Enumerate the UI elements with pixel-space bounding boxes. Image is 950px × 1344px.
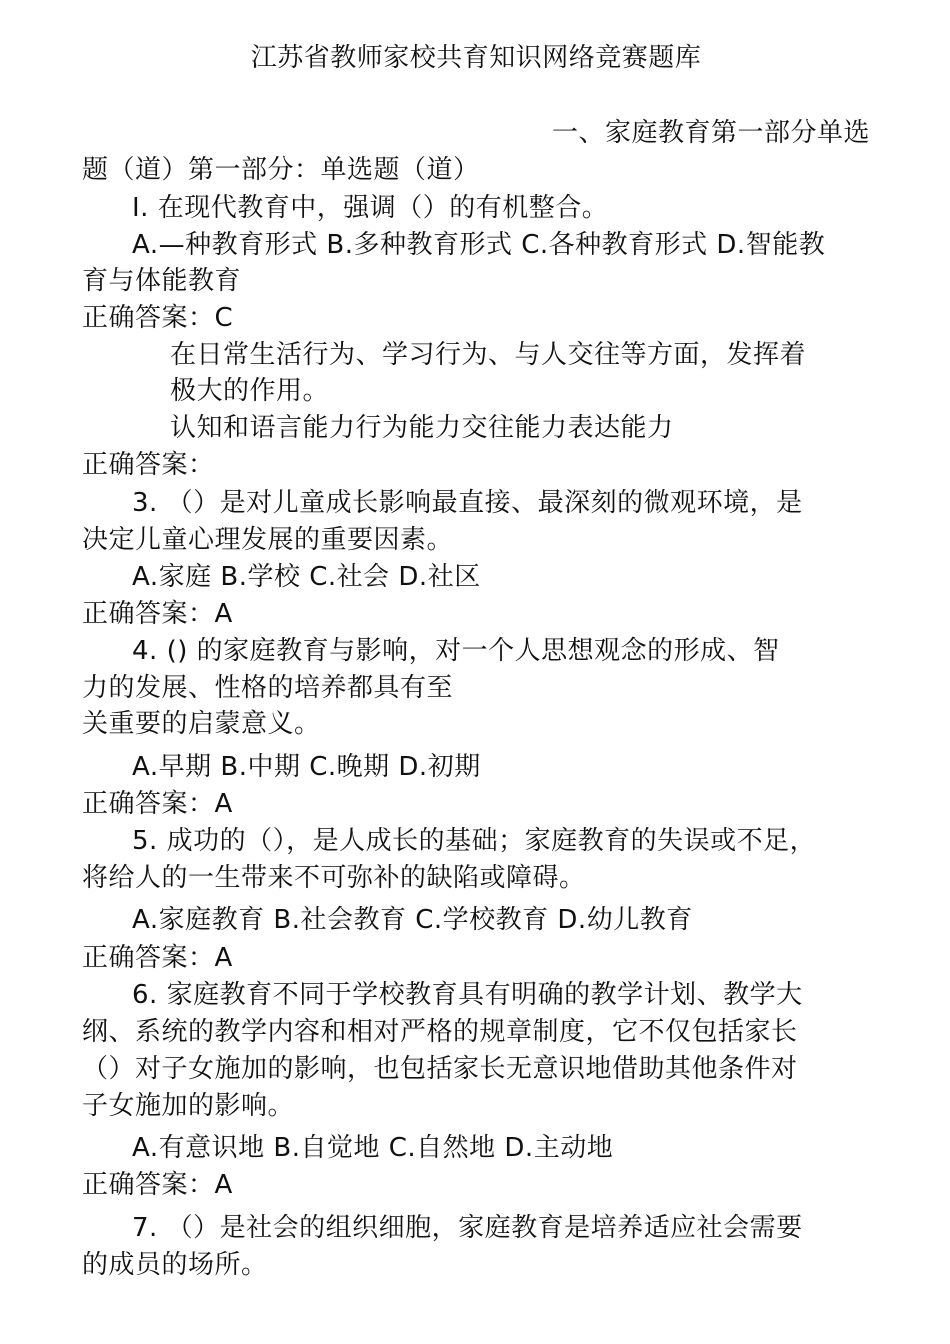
question-6-cont-3: 子女施加的影响。 [82, 1091, 295, 1121]
section-subheading: 题（道）第一部分：单选题（道） [82, 155, 480, 185]
answer-1: 正确答案：C [82, 303, 234, 333]
question-2: 在日常生活行为、学习行为、与人交往等方面，发挥着 [170, 340, 807, 370]
answer-2: 正确答案： [82, 450, 215, 480]
question-7: 7. （）是社会的组织细胞，家庭教育是培养适应社会需要 [132, 1213, 803, 1243]
question-6-cont: 纲、系统的教学内容和相对严格的规章制度，它不仅包括家长 [82, 1017, 798, 1047]
question-6: 6. 家庭教育不同于学校教育具有明确的教学计划、教学大 [132, 980, 803, 1010]
answer-4: 正确答案：A [82, 789, 233, 819]
question-3-options: A.家庭 B.学校 C.社会 D.社区 [132, 562, 481, 592]
question-5-cont: 将给人的一生带来不可弥补的缺陷或障碍。 [82, 863, 586, 893]
question-7-cont: 的成员的场所。 [82, 1250, 268, 1280]
question-5: 5. 成功的（），是人成长的基础；家庭教育的失误或不足， [132, 826, 817, 856]
question-3-cont: 决定儿童心理发展的重要因素。 [82, 525, 454, 555]
question-4-cont: 力的发展、性格的培养都具有至 [82, 673, 454, 703]
answer-6: 正确答案：A [82, 1170, 233, 1200]
question-2-options: 认知和语言能力行为能力交往能力表达能力 [170, 413, 674, 443]
question-5-options: A.家庭教育 B.社会教育 C.学校教育 D.幼儿教育 [132, 905, 693, 935]
document-title: 江苏省教师家校共育知识网络竞赛题库 [250, 43, 702, 73]
question-4-options: A.早期 B.中期 C.晚期 D.初期 [132, 752, 481, 782]
question-4: 4. () 的家庭教育与影响，对一个人思想观念的形成、智 [132, 636, 780, 666]
question-3: 3. （）是对儿童成长影响最直接、最深刻的微观环境，是 [132, 488, 803, 518]
question-2-cont: 极大的作用。 [170, 376, 330, 406]
question-6-options: A.有意识地 B.自觉地 C.自然地 D.主动地 [132, 1133, 614, 1163]
question-4-cont-2: 关重要的启蒙意义。 [82, 709, 321, 739]
question-1-options-cont: 育与体能教育 [82, 266, 242, 296]
section-heading: 一、家庭教育第一部分单选 [551, 118, 870, 148]
answer-5: 正确答案：A [82, 943, 233, 973]
question-1-options: A.—种教育形式 B.多种教育形式 C.各种教育形式 D.智能教 [132, 230, 826, 260]
question-1: I. 在现代教育中，强调（）的有机整合。 [132, 193, 609, 223]
question-6-cont-2: （）对子女施加的影响，也包括家长无意识地借助其他条件对 [82, 1054, 798, 1084]
answer-3: 正确答案：A [82, 599, 233, 629]
